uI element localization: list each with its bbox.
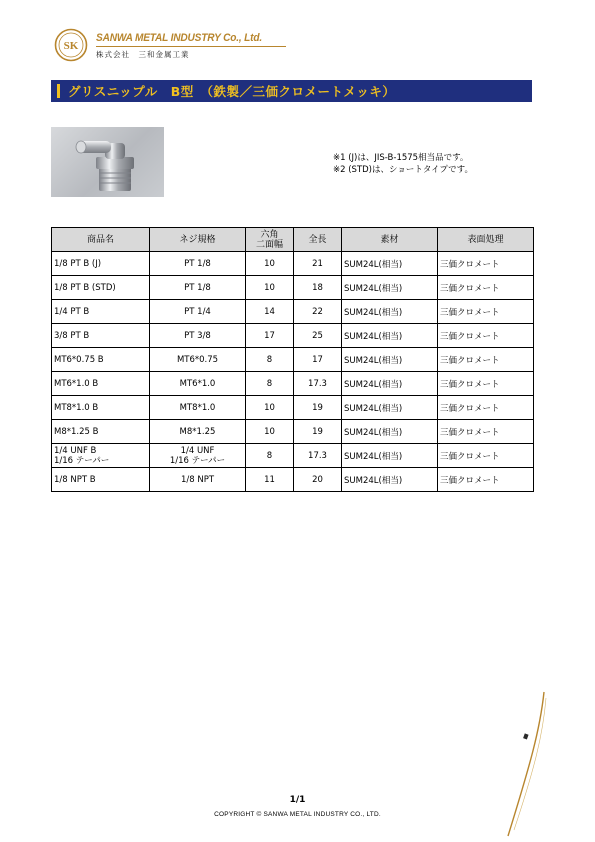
cell-finish: 三価クロメート bbox=[438, 372, 534, 396]
table-row bbox=[52, 324, 534, 348]
table-row bbox=[52, 372, 534, 396]
cell-length: 19 bbox=[294, 420, 342, 444]
cell-finish: 三価クロメート bbox=[438, 420, 534, 444]
company-name-en: SANWA METAL INDUSTRY Co., Ltd. bbox=[96, 32, 262, 44]
grease-nipple-image bbox=[51, 127, 164, 197]
cell-finish: 三価クロメート bbox=[438, 276, 534, 300]
cell-hex: 10 bbox=[246, 276, 294, 300]
cell-finish: 三価クロメート bbox=[438, 468, 534, 492]
col-header-hex-line1: 六角 bbox=[260, 229, 279, 240]
cell-length: 22 bbox=[294, 300, 342, 324]
col-header-hex-line2: 二面幅 bbox=[255, 239, 283, 250]
logo-divider bbox=[96, 46, 286, 47]
cell-material: SUM24L(相当) bbox=[342, 420, 438, 444]
cell-name: 1/4 PT B bbox=[52, 300, 150, 324]
spec-table bbox=[51, 227, 534, 492]
cell-thread: PT 1/4 bbox=[150, 300, 246, 324]
cell-length: 17.3 bbox=[294, 372, 342, 396]
cell-length: 17 bbox=[294, 348, 342, 372]
cell-name-line2: 1/16 テーパー bbox=[54, 455, 110, 466]
table-row bbox=[52, 252, 534, 276]
cell-material: SUM24L(相当) bbox=[342, 468, 438, 492]
cell-name: 1/8 NPT B bbox=[52, 468, 150, 492]
cell-finish: 三価クロメート bbox=[438, 396, 534, 420]
cell-length: 19 bbox=[294, 396, 342, 420]
cell-name: MT6*1.0 B bbox=[52, 372, 150, 396]
cell-thread: PT 1/8 bbox=[150, 276, 246, 300]
cell-hex: 8 bbox=[246, 444, 294, 468]
cell-finish: 三価クロメート bbox=[438, 348, 534, 372]
cell-thread: MT6*0.75 bbox=[150, 348, 246, 372]
col-header-hex bbox=[246, 228, 294, 252]
cell-length: 18 bbox=[294, 276, 342, 300]
notes bbox=[333, 152, 473, 176]
table-row bbox=[52, 276, 534, 300]
cell-finish: 三価クロメート bbox=[438, 252, 534, 276]
cell-material: SUM24L(相当) bbox=[342, 276, 438, 300]
cell-length: 20 bbox=[294, 468, 342, 492]
col-header-thread: ネジ規格 bbox=[150, 228, 246, 252]
cell-material: SUM24L(相当) bbox=[342, 300, 438, 324]
sk-logo-icon bbox=[54, 28, 88, 62]
cell-hex: 14 bbox=[246, 300, 294, 324]
note-2: ※2 (STD)は、ショートタイプです。 bbox=[333, 165, 473, 175]
cell-thread: 1/8 NPT bbox=[150, 468, 246, 492]
company-name-jp: 株式会社 三和金属工業 bbox=[96, 50, 190, 59]
col-header-name: 商品名 bbox=[52, 228, 150, 252]
cell-hex: 11 bbox=[246, 468, 294, 492]
cell-thread: MT6*1.0 bbox=[150, 372, 246, 396]
cell-material: SUM24L(相当) bbox=[342, 444, 438, 468]
cell-hex: 10 bbox=[246, 420, 294, 444]
cell-material: SUM24L(相当) bbox=[342, 396, 438, 420]
copyright: COPYRIGHT © SANWA METAL INDUSTRY CO., LTD. bbox=[214, 811, 381, 818]
page-number: 1/1 bbox=[289, 795, 306, 805]
table-row bbox=[52, 420, 534, 444]
cell-thread: PT 3/8 bbox=[150, 324, 246, 348]
table-row bbox=[52, 300, 534, 324]
cell-material: SUM24L(相当) bbox=[342, 348, 438, 372]
cell-finish: 三価クロメート bbox=[438, 300, 534, 324]
cell-name: MT8*1.0 B bbox=[52, 396, 150, 420]
cell-hex: 17 bbox=[246, 324, 294, 348]
note-1: ※1 (J)は、JIS-B-1575相当品です。 bbox=[333, 153, 469, 163]
cell-hex: 8 bbox=[246, 348, 294, 372]
cell-hex: 10 bbox=[246, 396, 294, 420]
cell-length: 25 bbox=[294, 324, 342, 348]
cell-name bbox=[52, 444, 150, 468]
cell-hex: 8 bbox=[246, 372, 294, 396]
cell-finish: 三価クロメート bbox=[438, 324, 534, 348]
cell-name: M8*1.25 B bbox=[52, 420, 150, 444]
cell-name: 1/8 PT B (STD) bbox=[52, 276, 150, 300]
table-header-row bbox=[52, 228, 534, 252]
cell-thread: MT8*1.0 bbox=[150, 396, 246, 420]
page-title: グリスニップル B型 （鉄製／三価クロメートメッキ） bbox=[68, 84, 396, 99]
title-bar bbox=[51, 80, 532, 102]
cell-thread: M8*1.25 bbox=[150, 420, 246, 444]
cell-thread: PT 1/8 bbox=[150, 252, 246, 276]
col-header-length: 全長 bbox=[294, 228, 342, 252]
cell-material: SUM24L(相当) bbox=[342, 252, 438, 276]
cell-length: 21 bbox=[294, 252, 342, 276]
col-header-finish: 表面処理 bbox=[438, 228, 534, 252]
cell-thread-line2: 1/16 テーパー bbox=[169, 455, 226, 466]
cell-name: MT6*0.75 B bbox=[52, 348, 150, 372]
cell-material: SUM24L(相当) bbox=[342, 324, 438, 348]
svg-text:SK: SK bbox=[63, 40, 79, 52]
title-accent bbox=[57, 84, 60, 98]
table-row bbox=[52, 444, 534, 468]
cell-finish: 三価クロメート bbox=[438, 444, 534, 468]
cell-material: SUM24L(相当) bbox=[342, 372, 438, 396]
product-photo bbox=[51, 127, 164, 197]
table-row bbox=[52, 468, 534, 492]
cell-thread-line1: 1/4 UNF bbox=[180, 445, 215, 456]
cell-hex: 10 bbox=[246, 252, 294, 276]
cell-name: 3/8 PT B bbox=[52, 324, 150, 348]
col-header-material: 素材 bbox=[342, 228, 438, 252]
cell-length: 17.3 bbox=[294, 444, 342, 468]
table-row bbox=[52, 348, 534, 372]
cell-name: 1/8 PT B (J) bbox=[52, 252, 150, 276]
cell-thread bbox=[150, 444, 246, 468]
cell-name-line1: 1/4 UNF B bbox=[54, 445, 97, 456]
table-row bbox=[52, 396, 534, 420]
